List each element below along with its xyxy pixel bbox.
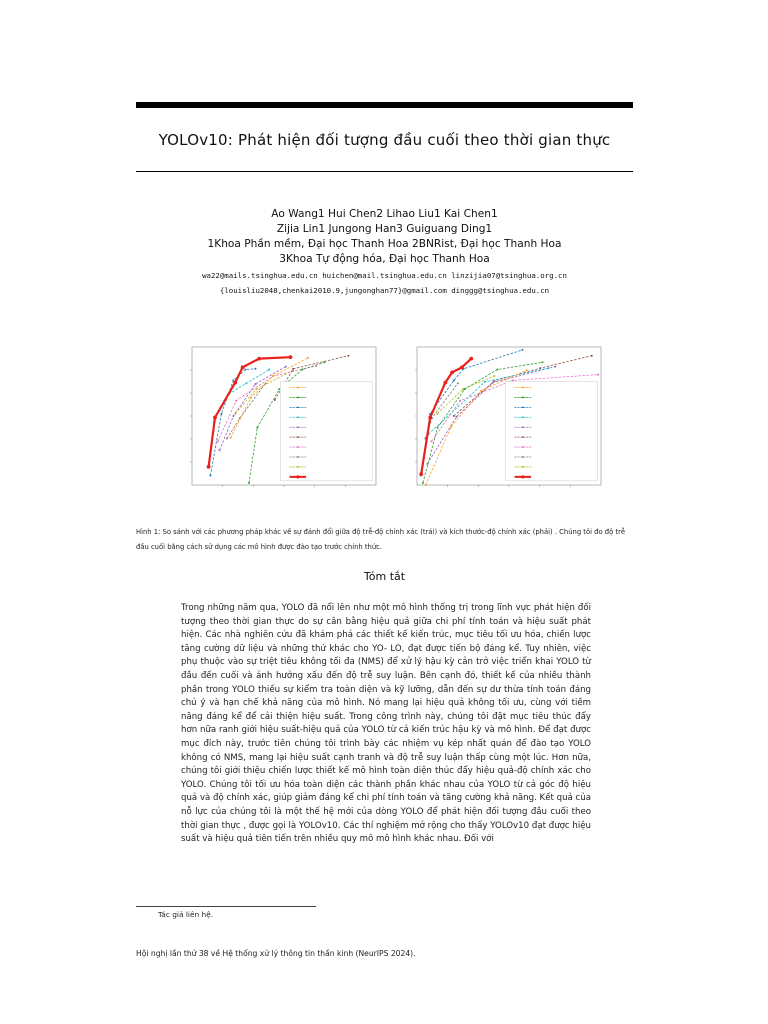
data-point	[217, 440, 219, 442]
data-point	[307, 357, 309, 359]
data-point	[496, 369, 498, 371]
data-point	[226, 438, 228, 440]
data-point	[493, 375, 495, 377]
data-point	[220, 413, 222, 415]
legend-marker	[297, 387, 299, 389]
footnote-rule	[136, 906, 316, 907]
data-point	[428, 416, 432, 420]
email-line: {louisliu2048,chenkai2010.9,jungonghan77}@gmail.com dinggg@tsinghua.edu.cn	[219, 286, 550, 295]
data-point	[457, 382, 459, 384]
legend-marker	[522, 446, 524, 448]
data-point	[443, 381, 447, 385]
data-point	[301, 369, 303, 371]
data-point	[254, 383, 256, 385]
legend-marker	[522, 397, 524, 399]
data-point	[459, 400, 461, 402]
legend-marker	[522, 387, 524, 389]
data-point	[272, 375, 274, 377]
data-point	[254, 368, 256, 370]
data-point	[274, 399, 276, 401]
data-point	[207, 465, 211, 469]
email-block	[136, 268, 633, 298]
author-line: Zijia Lin1 Jungong Han3 Guiguang Ding1	[276, 223, 493, 235]
data-point	[453, 379, 455, 381]
abstract-text: Trong những năm qua, YOLO đã nổi lên như một mô hình thống trị trong lĩnh vực phát hiện đối tượng theo thời gian thực do sự cân bằng hiệu quả giữa chi phí tính toán và hiệu suất phát hiện. Các nhà nghiên cứu đã khám phá các thiết kế kiến trúc, mục tiêu tối ưu hóa, chiến lược tăng cường dữ liệu và những thứ khác cho YO- LO, đạt được tiến bộ đáng kể. Tuy nhiên, việc phụ thuộc vào sự triệt tiêu không tối đa (NMS) để xử lý hậu kỳ cản trở việc triển khai YOLO từ đầu đến cuối và ảnh hưởng xấu đến độ trễ suy luận. Bên cạnh đó, thiết kế của nhiều thành phần trong YOLO thiếu sự kiểm tra toàn diện và kỹ lưỡng, dẫn đến sự dư thừa tính toán đáng chú ý và hạn chế khả năng của mô hình. Nó mang lại hiệu quả không tối ưu, cùng với tiềm năng đáng kể để cải thiện hiệu suất. Trong công trình này, chúng tôi đặt mục tiêu thúc đẩy hơn nữa ranh giới hiệu suất-hiệu quả của YOLO từ cả kiến trúc hậu kỳ và mô hình. Để đạt được mục đích này, trước tiên chúng tôi trình bày các nhiệm vụ kép nhất quán để đào tạo YOLO không có NMS, mang lại hiệu suất cạnh tranh và độ trễ suy luận thấp cùng một lúc. Hơn nữa, chúng tôi giới thiệu chiến lược thiết kế mô hình toàn diện thúc đẩy hiệu quả-độ chính xác cho YOLO. Chúng tôi tối ưu hóa toàn diện các thành phần khác nhau của YOLO từ cả góc độ hiệu quả và độ chính xác, giúp giảm đáng kể chi phí tính toán và tăng cường khả năng. Kết quả của nỗ lực của chúng tôi là một thế hệ mới của dòng YOLO để phát hiện đối tượng đầu cuối theo thời gian thực , được gọi là YOLOv10. Các thí nghiệm mở rộng cho thấy YOLOv10 đạt được hiệu suất và hiệu quả tiên tiến trên nhiều quy mô mô hình khác nhau. Đối với	[181, 603, 591, 845]
data-point	[209, 475, 211, 477]
footnote: Tác giả liên hệ.	[158, 910, 214, 919]
legend-marker	[296, 475, 299, 478]
abstract-title: Tóm tắt	[363, 570, 406, 583]
legend-marker	[297, 466, 299, 468]
data-point	[460, 365, 464, 369]
legend-box	[280, 382, 372, 481]
data-point	[285, 366, 287, 368]
data-point	[512, 379, 514, 381]
legend-marker	[297, 456, 299, 458]
data-point	[232, 415, 234, 417]
data-point	[521, 349, 523, 351]
data-point	[554, 366, 556, 368]
data-point	[245, 382, 247, 384]
data-point	[268, 369, 270, 371]
data-point	[323, 361, 325, 363]
data-point	[241, 365, 245, 369]
conference-note: Hội nghị lần thứ 38 về Hệ thống xử lý thông tin thần kinh (NeurIPS 2024).	[136, 949, 416, 958]
data-point	[469, 357, 473, 361]
data-point	[219, 449, 221, 451]
data-point	[255, 388, 257, 390]
data-point	[419, 472, 423, 476]
data-point	[456, 416, 458, 418]
legend-marker	[522, 436, 524, 438]
legend-marker	[297, 416, 299, 418]
legend-marker	[522, 406, 524, 408]
data-point	[250, 397, 252, 399]
legend-marker	[521, 475, 524, 478]
title-rule	[136, 171, 633, 172]
data-point	[256, 427, 258, 429]
latency-accuracy-chart	[189, 344, 379, 489]
data-point	[436, 413, 438, 415]
legend-marker	[522, 466, 524, 468]
affiliation-line: 3Khoa Tự động hóa, Đại học Thanh Hoa	[279, 253, 490, 265]
legend-marker	[522, 456, 524, 458]
legend-marker	[297, 397, 299, 399]
data-point	[347, 355, 349, 357]
data-point	[450, 371, 454, 375]
data-point	[292, 368, 294, 370]
data-point	[484, 381, 486, 383]
data-point	[526, 369, 528, 371]
data-point	[230, 437, 232, 439]
data-point	[213, 416, 217, 420]
data-point	[464, 388, 466, 390]
data-point	[450, 426, 452, 428]
data-point	[597, 374, 599, 376]
legend-marker	[297, 446, 299, 448]
data-point	[235, 400, 237, 402]
legend-marker	[522, 416, 524, 418]
data-point	[480, 390, 482, 392]
data-point	[547, 367, 549, 369]
data-point	[248, 482, 250, 484]
data-point	[422, 482, 424, 484]
top-rule	[136, 102, 633, 108]
data-point	[591, 355, 593, 357]
legend-marker	[522, 426, 524, 428]
data-point	[453, 415, 455, 417]
size-accuracy-chart	[414, 344, 604, 489]
data-point	[244, 369, 246, 371]
legend-marker	[297, 436, 299, 438]
data-point	[257, 357, 261, 361]
author-block	[136, 207, 633, 267]
author-line: Ao Wang1 Hui Chen2 Lihao Liu1 Kai Chen1	[271, 208, 498, 220]
paper-title: YOLOv10: Phát hiện đối tượng đầu cuối theo thời gian thực	[158, 131, 611, 149]
data-point	[437, 427, 439, 429]
data-point	[289, 355, 293, 359]
data-point	[541, 361, 543, 363]
data-point	[425, 484, 427, 486]
legend-marker	[297, 426, 299, 428]
legend-box	[505, 382, 597, 481]
data-point	[233, 381, 237, 385]
data-point	[539, 367, 541, 369]
affiliation-line: 1Khoa Phần mềm, Đại học Thanh Hoa 2BNRist, Đại học Thanh Hoa	[207, 238, 562, 250]
legend-marker	[297, 406, 299, 408]
figure-caption: Hình 1: So sánh với các phương pháp khác về sự đánh đổi giữa độ trễ-độ chính xác (trái) và kích thước-độ chính xác (phải) . Chúng tôi đo độ trễ đầu cuối bằng cách sử dụng các mô hình được đào tạo trước chính thức.	[136, 528, 626, 551]
data-point	[431, 440, 433, 442]
email-line: wa22@mails.tsinghua.edu.cn huichen@mail.tsinghua.edu.cn linzijia07@tsinghua.org.cn	[202, 271, 567, 280]
data-point	[492, 382, 494, 384]
